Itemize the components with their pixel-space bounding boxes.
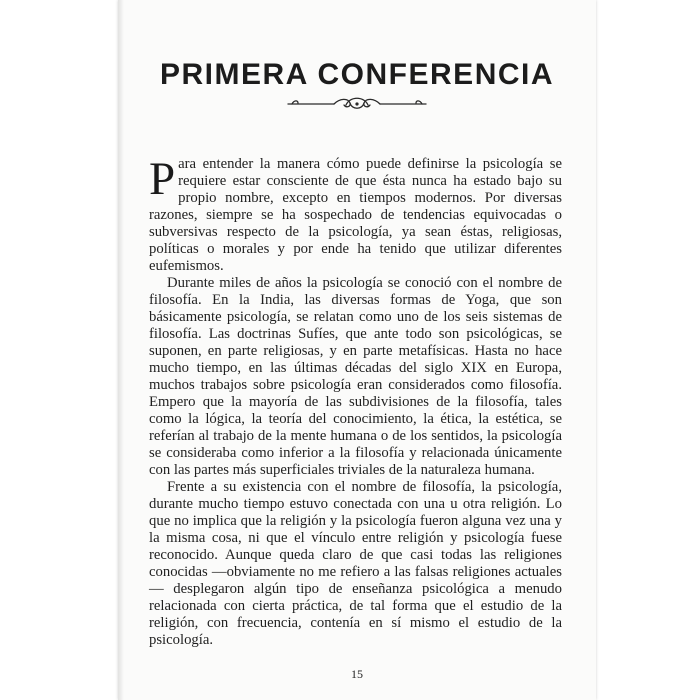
paragraph-1 (149, 153, 562, 275)
body-text (149, 153, 562, 649)
dropcap: P (149, 153, 176, 205)
paragraph-2: Durante miles de años la psicología se conoció con el nombre de filosofía. En la India, las diversas formas de Yoga, que son básicamente psicología, se relatan como uno de los seis sistemas de filosofía. Las doctrinas Sufíes, que ante todo son psicológicas, se suponen, en parte religiosas, y en parte metafísicas. Hasta no hace mucho tiempo, en las últimas décadas del siglo XIX en Europa, muchos trabajos sobre psicología eran considerados como filosofía. Empero que la mayoría de las subdivisiones de la filosofía, tales como la lógica, la teoría del conocimiento, la ética, la estética, se referían al trabajo de la mente humana o de los sentidos, la psicología se consideraba como inferior a la filosofía y relacionada únicamente con las partes más superficiales triviales de la naturaleza humana. (149, 275, 562, 478)
page-number: 15 (351, 667, 363, 681)
scroll-flourish-icon (284, 94, 430, 114)
page-gutter-shadow (118, 0, 124, 700)
paragraph-1-text: ara entender la manera cómo puede definirse la psicología se requiere estar consciente de que ésta nunca ha estado bajo su propio nombre, excepto en tiempos modernos. Por diversas razones, siempre se ha sospechado de tendencias equivocadas o subversivas respecto de la psicología, ya sean éstas, religiosas, políticas o morales y por ende ha tenido que utilizar diferentes eufemismos. (149, 156, 562, 274)
chapter-title: PRIMERA CONFERENCIA (159, 58, 555, 91)
paragraph-3: Frente a su existencia con el nombre de filosofía, la psicología, durante mucho tiempo estuvo conectada con una u otra religión. Lo que no implica que la religión y la psicología fueron alguna vez una y la misma cosa, ni que el vínculo entre religión y psicología fuese reconocido. Aunque queda claro de que casi todas las religiones conocidas —obviamente no me refiero a las falsas religiones actuales— desplegaron algún tipo de enseñanza psicológica a menudo relacionada con cierta práctica, de tal forma que el estudio de la religión, con frecuencia, contenía en sí mismo el estudio de la psicología. (149, 479, 562, 648)
